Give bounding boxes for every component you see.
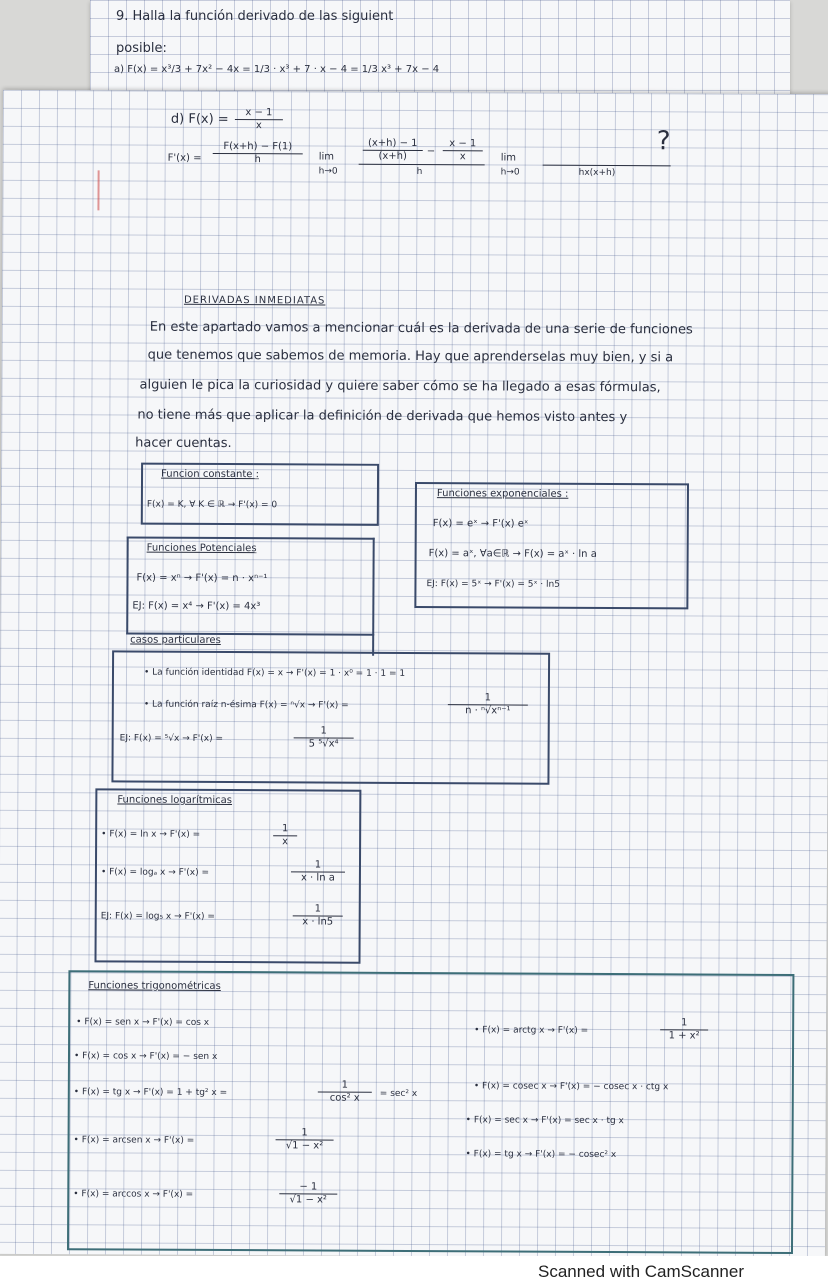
intro-line-1: En este apartado vamos a mencionar cuál es la derivada de una serie de funciones xyxy=(149,319,693,338)
section-title: DERIVADAS INMEDIATAS xyxy=(183,294,326,307)
d-num: x − 1 xyxy=(235,107,283,120)
log-box xyxy=(94,788,361,963)
trig-sec: • F(x) = sec x → F'(x) = sec x · tg x xyxy=(465,1115,624,1127)
constant-box xyxy=(141,463,379,526)
log-title: Funciones logarítmicas xyxy=(117,794,233,807)
frac-4-den: h xyxy=(416,167,423,178)
intro-line-4: no tiene más que aplicar la definición de derivada que hemos visto antes y xyxy=(137,407,628,426)
exp-f2: F(x) = aˣ, ∀a∈ℝ → F(x) = aˣ · ln a xyxy=(428,548,597,560)
margin-mark xyxy=(97,170,99,210)
cases-title: casos particulares xyxy=(130,634,221,646)
question-mark: ? xyxy=(656,126,671,157)
log-f2-text: • F(x) = logₐ x → F'(x) = xyxy=(100,867,210,878)
back-line-3: a) F(x) = x³/3 + 7x² − 4x = 1/3 · x³ + 7 · x − 4 = 1/3 x³ + 7x − 4 xyxy=(114,64,440,75)
root-example-fraction xyxy=(294,725,354,749)
front-page xyxy=(0,90,828,1258)
log-example-fraction xyxy=(293,903,343,927)
trig-arccos-den: √1 − x² xyxy=(289,1193,327,1206)
constant-formula: F(x) = K, ∀ K ∈ ℝ → F'(x) = 0 xyxy=(146,499,278,511)
log-f1-den: x xyxy=(282,835,289,847)
log-f2-num: 1 xyxy=(291,859,345,872)
frac-3 xyxy=(443,138,483,162)
exp-f1: F(x) = eˣ → F'(x) eˣ xyxy=(432,518,529,530)
log-f1-text: • F(x) = ln x → F'(x) = xyxy=(101,829,201,840)
trig-arccos-text: • F(x) = arccos x → F'(x) = xyxy=(73,1189,194,1200)
trig-arcsen-den: √1 − x² xyxy=(285,1139,324,1152)
trig-arcsen-fraction xyxy=(275,1127,333,1151)
frac-2-den: (x+h) xyxy=(378,150,407,162)
trig-tg-fraction xyxy=(318,1080,372,1104)
lim-1-sub: h→0 xyxy=(318,166,338,177)
root-den: n · ⁿ√xⁿ⁻¹ xyxy=(465,704,511,717)
minus-sign: − xyxy=(426,146,436,158)
trig-tg-text: • F(x) = tg x → F'(x) = 1 + tg² x = xyxy=(73,1087,228,1099)
trig-arcsen-text: • F(x) = arcsen x → F'(x) = xyxy=(73,1135,195,1146)
trig-cosec: • F(x) = cosec x → F'(x) = − cosec x · ctg x xyxy=(473,1081,669,1093)
back-line-1: 9. Halla la función derivado de las siguient xyxy=(116,9,394,24)
camscanner-watermark: Scanned with CamScanner xyxy=(537,1262,744,1281)
log-f2-den: x · ln a xyxy=(300,871,335,884)
d-fraction xyxy=(235,107,283,131)
root-fraction xyxy=(448,692,528,716)
trig-title: Funciones trigonométricas xyxy=(88,980,221,992)
trig-box xyxy=(67,970,794,1254)
power-box xyxy=(126,536,375,635)
frac-1 xyxy=(213,141,303,165)
intro-line-2: que tenemos que sabemos de memoria. Hay que aprenderselas muy bien, y si a xyxy=(147,347,674,366)
frac-3-den: x xyxy=(459,150,466,162)
power-formula: F(x) = xⁿ → F'(x) = n · xⁿ⁻¹ xyxy=(136,572,268,585)
lim-2-sub: h→0 xyxy=(500,167,520,178)
log-f1-num: 1 xyxy=(273,823,297,836)
trig-arctg-text: • F(x) = arctg x → F'(x) = xyxy=(474,1025,589,1036)
log-f2-fraction xyxy=(291,859,345,883)
log-example-den: x · ln5 xyxy=(302,915,334,928)
back-page xyxy=(90,0,790,96)
exp-title: Funciones exponenciales : xyxy=(436,488,569,500)
exponential-box xyxy=(414,482,689,609)
trig-tg-sec: = sec² x xyxy=(379,1088,418,1100)
trig-arctg-num: 1 xyxy=(660,1017,708,1030)
deriv-label: F'(x) = xyxy=(167,152,202,164)
trig-cos: • F(x) = cos x → F'(x) = − sen x xyxy=(73,1051,218,1062)
exp-example: EJ: F(x) = 5ˣ → F'(x) = 5ˣ · ln5 xyxy=(426,579,561,590)
frac-3-num: x − 1 xyxy=(443,138,483,151)
big-fraction-bar xyxy=(359,164,485,166)
trig-arctg-fraction xyxy=(660,1017,708,1041)
frac-5-den: hx(x+h) xyxy=(578,167,616,179)
intro-line-3: alguien le pica la curiosidad y quiere saber cómo se ha llegado a esas fórmulas, xyxy=(139,377,661,396)
root-example-den: 5 ⁵√x⁴ xyxy=(308,737,339,750)
trig-arccos-fraction xyxy=(279,1181,337,1205)
power-box-side xyxy=(372,538,375,656)
back-line-2: posible: xyxy=(116,41,167,56)
final-fraction-bar xyxy=(543,165,671,167)
cases-box xyxy=(111,650,550,784)
frac-1-den: h xyxy=(254,153,261,165)
intro-line-5: hacer cuentas. xyxy=(135,435,232,452)
log-f1-fraction xyxy=(273,823,297,847)
log-example-text: EJ: F(x) = log₅ x → F'(x) = xyxy=(100,911,215,922)
constant-title: Funcion constante : xyxy=(161,468,260,481)
trig-arcsen-num: 1 xyxy=(276,1127,334,1140)
trig-ctg: • F(x) = tg x → F'(x) = − cosec² x xyxy=(465,1149,617,1161)
power-title: Funciones Potenciales xyxy=(146,542,257,555)
trig-sen: • F(x) = sen x → F'(x) = cos x xyxy=(76,1017,210,1028)
lim-2: lim xyxy=(500,152,517,164)
root-example-num: 1 xyxy=(294,725,354,738)
frac-1-num: F(x+h) − F(1) xyxy=(213,141,303,154)
trig-tg-den: cos² x xyxy=(329,1092,360,1104)
d-label: d) F(x) = xyxy=(170,111,229,128)
lim-1: lim xyxy=(318,151,335,163)
frac-2-num: (x+h) − 1 xyxy=(363,138,423,151)
identity-function: • La función identidad F(x) = x → F'(x) = 1 · x⁰ = 1 · 1 = 1 xyxy=(143,667,406,679)
trig-arctg-den: 1 + x² xyxy=(668,1029,700,1042)
trig-arccos-num: − 1 xyxy=(279,1181,337,1194)
root-example-text: EJ: F(x) = ⁵√x → F'(x) = xyxy=(119,733,224,745)
root-num: 1 xyxy=(448,692,528,705)
frac-2 xyxy=(363,138,423,162)
power-example: EJ: F(x) = x⁴ → F'(x) = 4x³ xyxy=(132,600,261,613)
d-den: x xyxy=(255,119,262,131)
root-function-text: • La función raíz n-ésima F(x) = ⁿ√x → F'(x) = xyxy=(143,699,349,711)
trig-tg-num: 1 xyxy=(318,1080,372,1093)
log-example-num: 1 xyxy=(293,903,343,916)
